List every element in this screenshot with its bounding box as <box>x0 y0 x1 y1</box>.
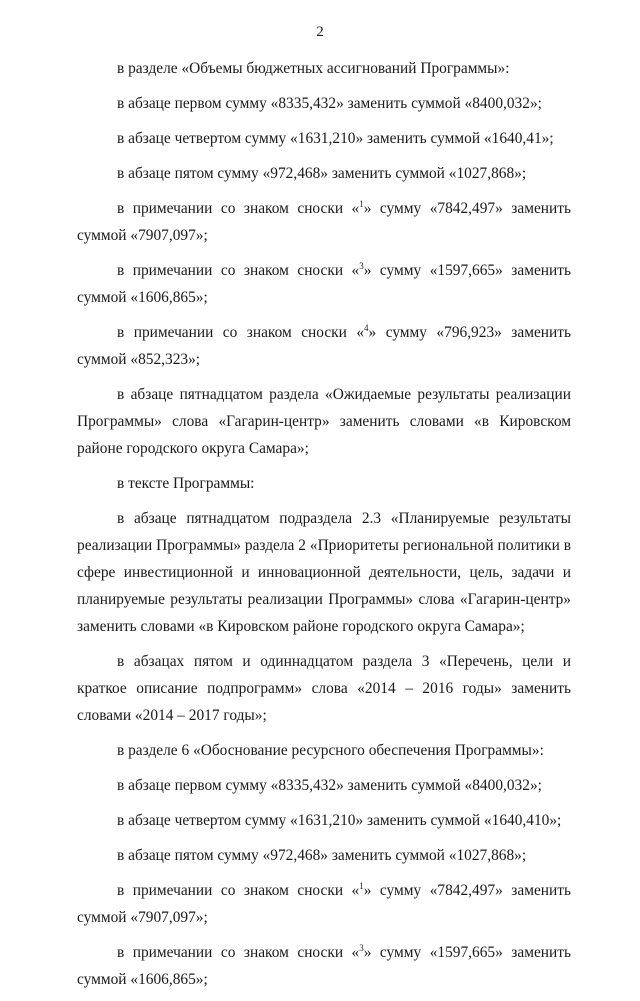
paragraph-text: в примечании со знаком сноски « <box>117 324 365 341</box>
footnote-mark: 3 <box>359 942 364 953</box>
paragraph-text: в абзаце четвертом сумму «1631,210» заменить суммой «1640,410»; <box>117 812 562 829</box>
footnote-mark: 1 <box>359 198 364 209</box>
paragraph <box>77 470 571 497</box>
paragraph-text: в тексте Программы: <box>117 475 255 492</box>
paragraph-text: в примечании со знаком сноски « <box>117 200 360 217</box>
paragraph-text: в примечании со знаком сноски « <box>117 262 360 279</box>
paragraph <box>77 381 571 462</box>
paragraph-text: в абзаце пятом сумму «972,468» заменить суммой «1027,868»; <box>117 165 527 182</box>
paragraph-text: в абзаце пятом сумму «972,468» заменить суммой «1027,868»; <box>117 847 527 864</box>
paragraph <box>77 257 571 311</box>
paragraph <box>77 807 571 834</box>
paragraph <box>77 195 571 249</box>
paragraph-text: в примечании со знаком сноски « <box>117 882 360 899</box>
paragraph <box>77 737 571 764</box>
document-body <box>77 55 571 1001</box>
paragraph-text: в разделе «Объемы бюджетных ассигнований Программы»: <box>117 60 510 77</box>
paragraph <box>77 505 571 640</box>
paragraph-text: в абзаце первом сумму «8335,432» заменить суммой «8400,032»; <box>117 777 542 794</box>
paragraph <box>77 55 571 82</box>
paragraph <box>77 160 571 187</box>
footnote-mark: 4 <box>364 322 369 333</box>
paragraph-text: » сумму «1597,665» заменить суммой «1606,865»; <box>77 944 571 988</box>
paragraph-text: в абзаце четвертом сумму «1631,210» заменить суммой «1640,41»; <box>117 130 554 147</box>
paragraph-text: » сумму «1597,665» заменить суммой «1606,865»; <box>77 262 571 306</box>
paragraph <box>77 319 571 373</box>
paragraph-text: в абзаце пятнадцатом подраздела 2.3 «Планируемые результаты реализации Программы» раздела 2 «Приоритеты региональной политики в сфере инвестиционной и инновационной деятельности, цель, задачи и планируемые результаты реализации Программы» слова «Гагарин-центр» заменить словами «в Кировском районе городского округа Самара»; <box>77 510 571 635</box>
paragraph-text: в примечании со знаком сноски « <box>117 944 360 961</box>
paragraph-text: в разделе 6 «Обоснование ресурсного обеспечения Программы»: <box>117 742 544 759</box>
paragraph-text: » сумму «796,923» заменить суммой «852,323»; <box>77 324 571 368</box>
paragraph <box>77 648 571 729</box>
paragraph-text: в абзаце пятнадцатом раздела «Ожидаемые результаты реализации Программы» слова «Гагарин-центр» заменить словами «в Кировском районе городского округа Самара»; <box>77 386 571 457</box>
paragraph <box>77 877 571 931</box>
page-number: 2 <box>316 24 324 40</box>
paragraph <box>77 125 571 152</box>
paragraph-text: в абзацах пятом и одиннадцатом раздела 3 «Перечень, цели и краткое описание подпрограмм» слова «2014 – 2016 годы» заменить словами «2014 – 2017 годы»; <box>77 653 571 724</box>
paragraph <box>77 939 571 993</box>
paragraph-text: в абзаце первом сумму «8335,432» заменить суммой «8400,032»; <box>117 95 542 112</box>
footnote-mark: 1 <box>359 880 364 891</box>
paragraph-text: » сумму «7842,497» заменить суммой «7907,097»; <box>77 882 571 926</box>
footnote-mark: 3 <box>359 260 364 271</box>
paragraph <box>77 772 571 799</box>
paragraph <box>77 842 571 869</box>
paragraph <box>77 90 571 117</box>
paragraph-text: » сумму «7842,497» заменить суммой «7907,097»; <box>77 200 571 244</box>
